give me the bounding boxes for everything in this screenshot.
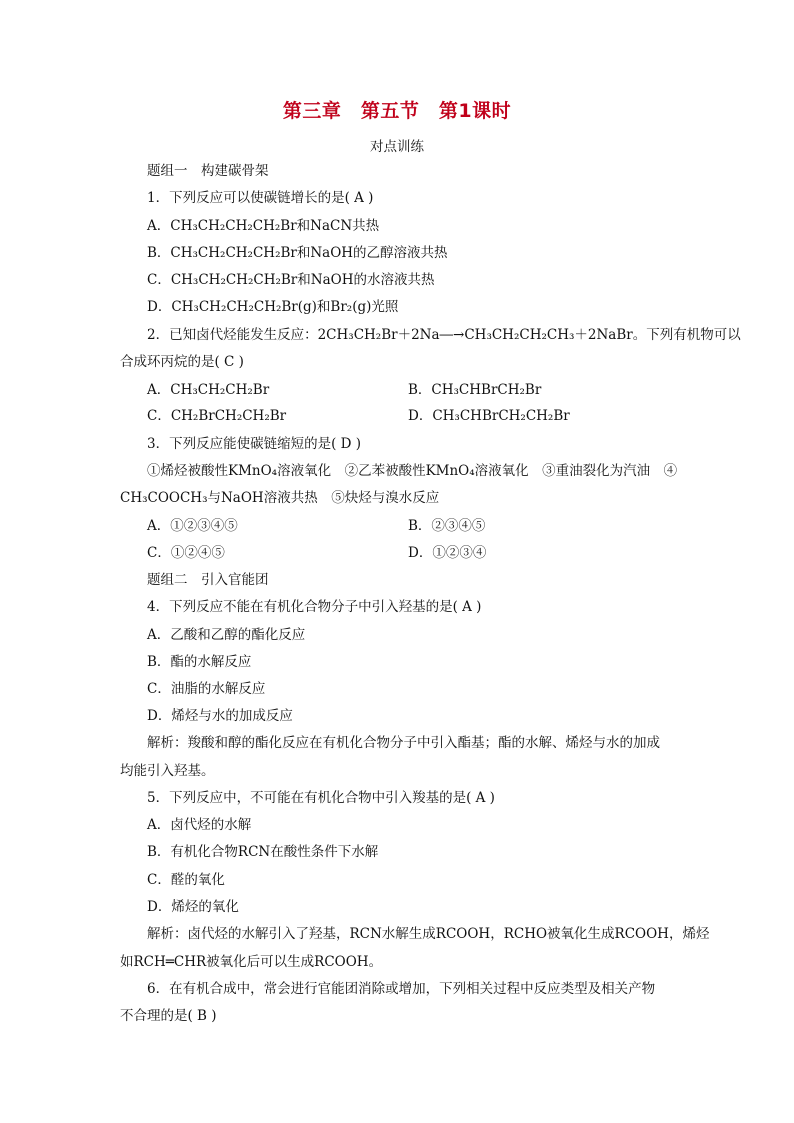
option-b: B．②③④⑤ (408, 518, 486, 534)
analysis: 解析：卤代烃的水解引入了羟基，RCN水解生成RCOOH，RCHO被氧化生成RCOOH，烯烃 (147, 926, 710, 942)
question-stem: 3．下列反应能使碳链缩短的是( D ) (147, 436, 362, 452)
option-b: B．CH₃CH₂CH₂CH₂Br和NaOH的乙醇溶液共热 (147, 245, 448, 261)
page-subtitle: 对点训练 (370, 139, 424, 155)
option-b: B．有机化合物RCN在酸性条件下水解 (147, 844, 379, 860)
option-b: B．酯的水解反应 (147, 654, 252, 670)
group-heading: 题组一 构建碳骨架 (147, 163, 269, 179)
analysis-cont: 如RCH═CHR被氧化后可以生成RCOOH。 (120, 954, 383, 970)
option-c: C．①②④⑤ (147, 545, 225, 561)
analysis-cont: 均能引入羟基。 (120, 763, 215, 779)
option-c: C．CH₂BrCH₂CH₂Br (147, 408, 287, 424)
option-d: D．CH₃CHBrCH₂CH₂Br (408, 408, 570, 424)
option-a: A．卤代烃的水解 (147, 817, 252, 833)
question-stem: 5．下列反应中，不可能在有机化合物中引入羧基的是( A ) (147, 790, 495, 806)
option-c: C．油脂的水解反应 (147, 681, 266, 697)
option-a: A．CH₃CH₂CH₂Br (147, 382, 270, 398)
option-c: C．CH₃CH₂CH₂CH₂Br和NaOH的水溶液共热 (147, 272, 435, 288)
question-items: ①烯烃被酸性KMnO₄溶液氧化 ②乙苯被酸性KMnO₄溶液氧化 ③重油裂化为汽油 ④ (147, 463, 678, 479)
option-d: D．①②③④ (408, 545, 487, 561)
question-stem: 4．下列反应不能在有机化合物分子中引入羟基的是( A ) (147, 599, 482, 615)
page-title: 第三章 第五节 第1课时 (282, 100, 512, 122)
option-c: C．醛的氧化 (147, 872, 225, 888)
option-d: D．CH₃CH₂CH₂CH₂Br(g)和Br₂(g)光照 (147, 299, 399, 315)
option-a: A．①②③④⑤ (147, 518, 238, 534)
question-stem: 2．已知卤代烃能发生反应：2CH₃CH₂Br＋2Na―→CH₃CH₂CH₂CH₃＋2NaBr。下列有机物可以 (147, 327, 741, 343)
question-stem-cont: 不合理的是( B ) (120, 1008, 217, 1024)
option-d: D．烯烃的氧化 (147, 899, 239, 915)
option-d: D．烯烃与水的加成反应 (147, 708, 293, 724)
group-heading: 题组二 引入官能团 (147, 572, 269, 588)
option-b: B．CH₃CHBrCH₂Br (408, 382, 542, 398)
option-a: A．乙酸和乙醇的酯化反应 (147, 627, 306, 643)
analysis: 解析：羧酸和醇的酯化反应在有机化合物分子中引入酯基；酯的水解、烯烃与水的加成 (147, 735, 660, 751)
option-a: A．CH₃CH₂CH₂CH₂Br和NaCN共热 (147, 218, 380, 234)
question-stem-cont: 合成环丙烷的是( C ) (120, 354, 244, 370)
question-stem: 6．在有机合成中，常会进行官能团消除或增加，下列相关过程中反应类型及相关产物 (147, 981, 656, 997)
question-stem: 1．下列反应可以使碳链增长的是( A ) (147, 190, 374, 206)
question-items-cont: CH₃COOCH₃与NaOH溶液共热 ⑤炔烃与溴水反应 (120, 490, 440, 506)
